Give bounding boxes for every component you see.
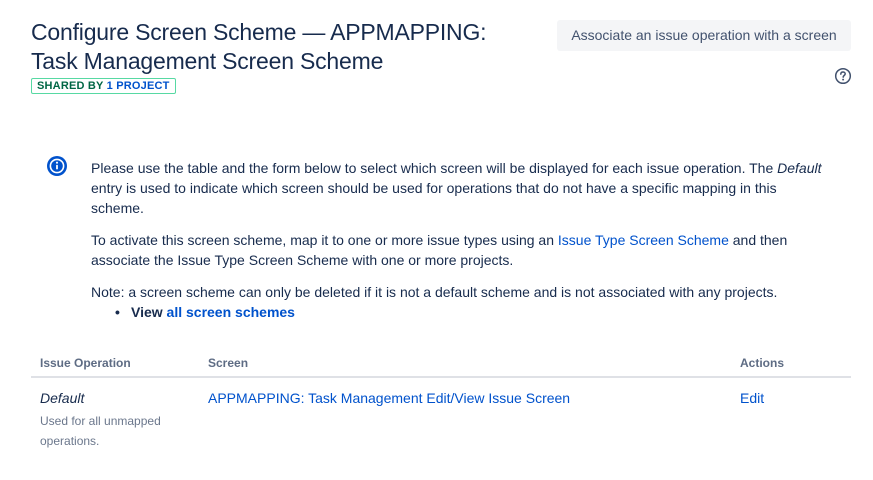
info-paragraph-activate: To activate this screen scheme, map it to one or more issue types using an Issue Type Screen Scheme and then associate the Issue Type Screen Scheme with one or more projects.	[91, 232, 788, 268]
page-title: Configure Screen Scheme — APPMAPPING: Task Management Screen Scheme	[31, 19, 487, 74]
shared-by-label: SHARED BY	[37, 80, 104, 92]
operation-description: Used for all unmapped operations.	[40, 414, 161, 448]
screen-link[interactable]: APPMAPPING: Task Management Edit/View Issue Screen	[208, 390, 571, 406]
info-paragraph-default: Please use the table and the form below to select which screen will be displayed for each issue operation. The Default entry is used to indicate which screen should be used for operations that do not have a specific mapping in this scheme.	[91, 160, 822, 216]
shared-by-badge	[31, 78, 176, 94]
issue-operations-table	[31, 350, 851, 451]
all-screen-schemes-link[interactable]: all screen schemes	[166, 304, 295, 320]
operation-cell	[31, 377, 199, 451]
info-circle-icon	[46, 155, 68, 177]
column-header-screen: Screen	[199, 350, 731, 377]
column-header-actions: Actions	[731, 350, 851, 377]
actions-cell	[731, 377, 851, 451]
operation-name: Default	[40, 390, 85, 406]
issue-type-screen-scheme-link[interactable]: Issue Type Screen Scheme	[557, 232, 729, 248]
edit-link[interactable]: Edit	[740, 390, 765, 406]
table-row	[31, 377, 851, 451]
question-circle-icon[interactable]	[834, 67, 852, 85]
shared-projects-link[interactable]: 1 PROJECT	[106, 80, 170, 92]
column-header-issue-operation: Issue Operation	[31, 350, 199, 377]
info-note: Note: a screen scheme can only be deleted if it is not a default scheme and is not associated with any projects.	[91, 284, 778, 300]
view-list	[91, 302, 831, 322]
default-emphasis: Default	[777, 160, 822, 176]
view-list-item: • View all screen schemes	[115, 302, 831, 322]
table-header-row	[31, 350, 851, 377]
info-message	[91, 158, 831, 322]
associate-operation-button[interactable]: Associate an issue operation with a screen	[557, 20, 851, 51]
screen-cell	[199, 377, 731, 451]
